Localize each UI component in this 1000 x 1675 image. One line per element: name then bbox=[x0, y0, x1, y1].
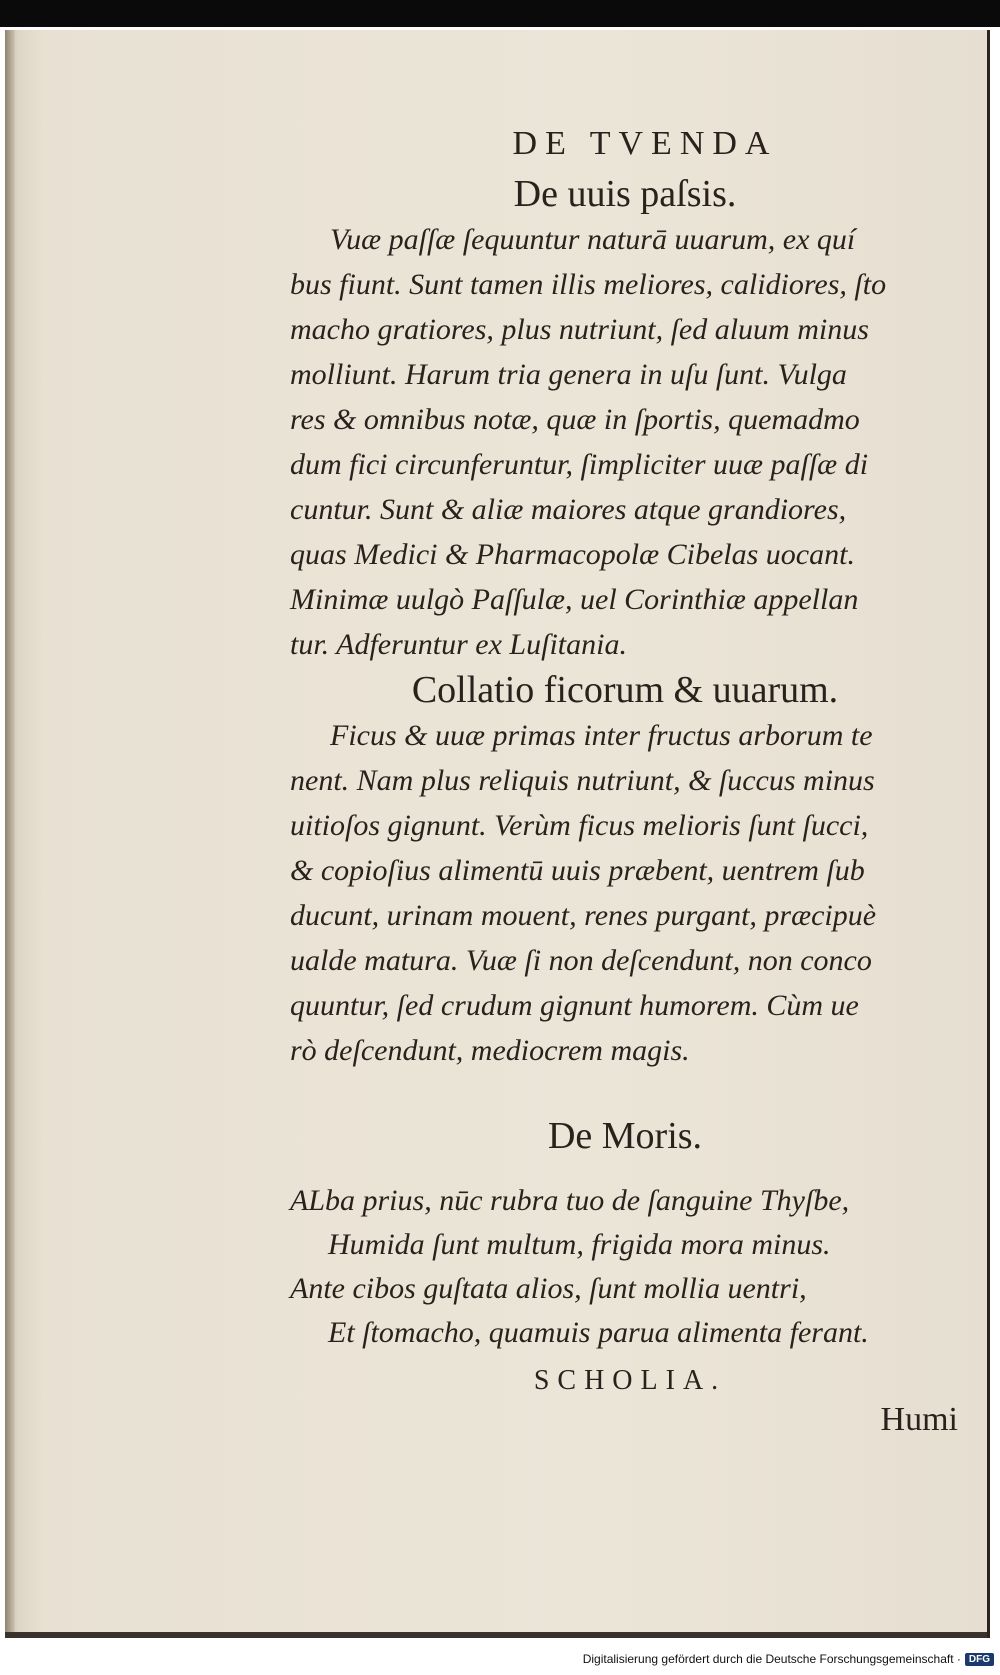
text-line: ualde matura. Vuæ ſi non deſcendunt, non conco bbox=[290, 944, 872, 977]
text-line: quas Medici & Pharmacopolæ Cibelas uocant. bbox=[290, 538, 855, 571]
text-line: Minimæ uulgò Paſſulæ, uel Corinthiæ appellan bbox=[290, 583, 859, 616]
poem-line: Humida ſunt multum, frigida mora minus. bbox=[328, 1228, 831, 1261]
poem-line: Et ſtomacho, quamuis parua alimenta ferant. bbox=[328, 1316, 869, 1349]
text-line: tur. Adferuntur ex Luſitania. bbox=[290, 628, 627, 661]
page-gutter bbox=[5, 30, 15, 1638]
text-line: dum fici circunferuntur, ſimpliciter uuæ paſſæ di bbox=[290, 448, 869, 481]
catchword: Humi bbox=[880, 1401, 958, 1438]
text-line: molliunt. Harum tria genera in uſu ſunt. Vulga bbox=[290, 358, 847, 391]
text-line: Vuæ paſſæ ſequuntur naturā uuarum, ex quí bbox=[330, 223, 856, 256]
text-line: macho gratiores, plus nutriunt, ſed aluum minus bbox=[290, 313, 869, 346]
running-head: DE TVENDA bbox=[512, 125, 778, 162]
text-line: quuntur, ſed crudum gignunt humorem. Cùm ue bbox=[290, 989, 859, 1022]
text-line: res & omnibus notæ, quæ in ſportis, quemadmo bbox=[290, 403, 860, 436]
footer-text: Digitalisierung gefördert durch die Deutsche Forschungsgemeinschaft · bbox=[582, 1652, 961, 1666]
digitization-footer bbox=[583, 1647, 994, 1671]
text-line: & copioſius alimentū uuis præbent, uentrem ſub bbox=[290, 854, 865, 887]
section-body-uuis bbox=[290, 217, 960, 667]
poem-line: ALba prius, nūc rubra tuo de ſanguine Thyſbe, bbox=[290, 1184, 850, 1217]
text-line: rò deſcendunt, mediocrem magis. bbox=[290, 1034, 690, 1067]
text-line: uitioſos gignunt. Verùm ficus melioris ſunt ſucci, bbox=[290, 809, 869, 842]
section-heading-uuis: De uuis paſsis. bbox=[513, 173, 737, 215]
scholia-heading: SCHOLIA. bbox=[533, 1365, 727, 1396]
poem-line: Ante cibos guſtata alios, ſunt mollia uentri, bbox=[290, 1272, 807, 1305]
text-line: Ficus & uuæ primas inter fructus arborum te bbox=[330, 719, 873, 752]
spacer bbox=[290, 1073, 960, 1113]
section-body-collatio bbox=[290, 713, 960, 1073]
text-line: bus fiunt. Sunt tamen illis meliores, calidiores, ſto bbox=[290, 268, 887, 301]
poem bbox=[290, 1179, 960, 1355]
text-line: cuntur. Sunt & aliæ maiores atque grandiores, bbox=[290, 493, 847, 526]
poem-heading: De Moris. bbox=[547, 1115, 703, 1157]
page-text bbox=[290, 125, 960, 1439]
section-heading-collatio: Collatio ficorum & uuarum. bbox=[411, 669, 839, 711]
text-line: ducunt, urinam mouent, renes purgant, præcipuè bbox=[290, 899, 877, 932]
text-line: nent. Nam plus reliquis nutriunt, & ſuccus minus bbox=[290, 764, 875, 797]
dfg-logo: DFG bbox=[965, 1653, 994, 1666]
top-bar bbox=[0, 0, 1000, 27]
